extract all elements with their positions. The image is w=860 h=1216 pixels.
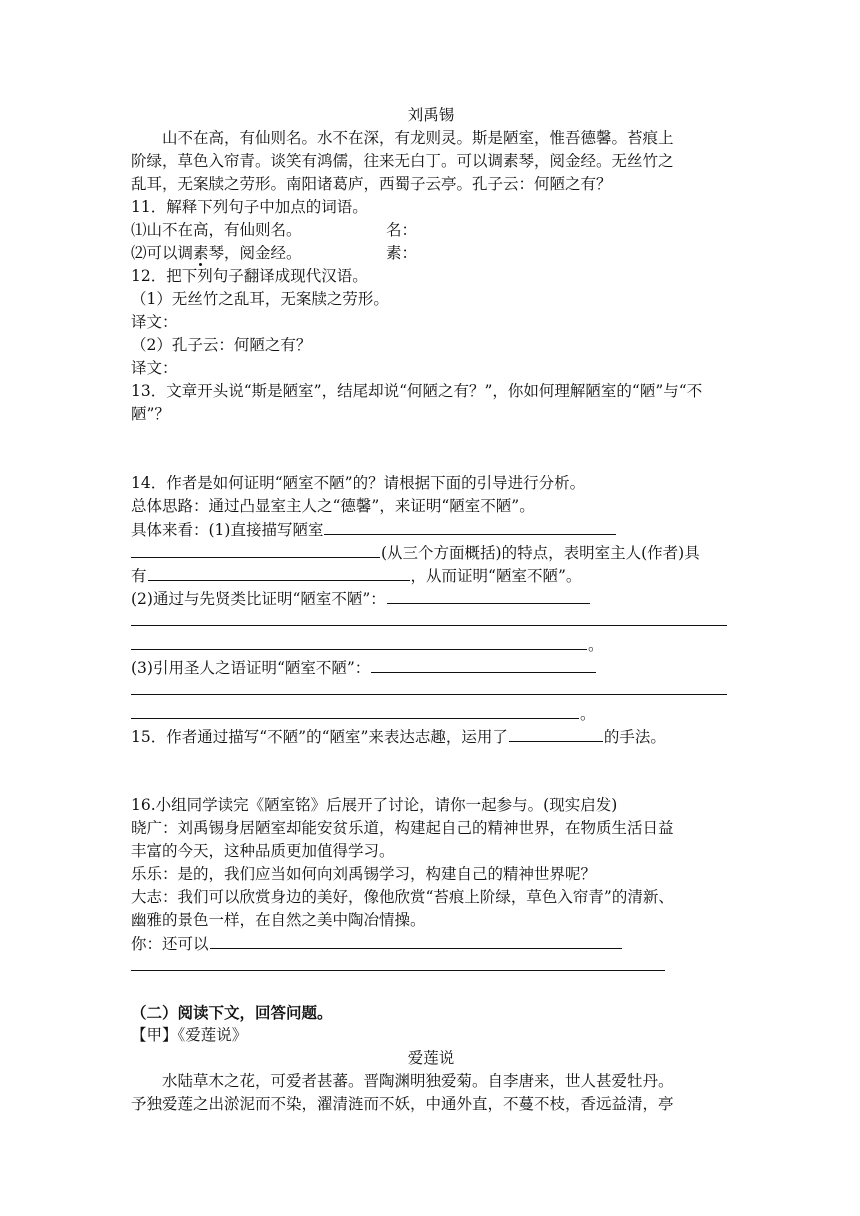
- q14-part-2-line-3: [131, 633, 731, 656]
- q16-dazhi-line-2: 幽雅的景色一样，在自然之美中陶冶情操。: [131, 911, 426, 929]
- q12-sentence-1: （1）无丝竹之乱耳，无案牍之劳形。: [131, 290, 389, 308]
- q14-part1-mid: (从三个方面概括)的特点，表明室主人(作者)具: [381, 544, 700, 562]
- q14-part-2-line-2: [131, 610, 731, 633]
- passage-line-2: 阶绿，草色入帘青。谈笑有鸿儒，往来无白丁。可以调素琴，阅金经。无丝竹之: [131, 152, 674, 170]
- answer-blank[interactable]: [324, 518, 616, 535]
- emphasis-dot-char: 素: [193, 244, 209, 262]
- q11-item2-answer: 素：: [386, 244, 418, 262]
- answer-blank[interactable]: [210, 932, 622, 949]
- answer-blank[interactable]: [131, 633, 587, 650]
- q14-part-1-line-1: [131, 518, 731, 541]
- q14-part-2-line-1: [131, 587, 731, 610]
- q12-translation-2: 译文：: [131, 359, 178, 377]
- q11-item2-pre: ⑵可以调: [131, 244, 194, 262]
- answer-blank[interactable]: [131, 541, 380, 558]
- section-2-jia-label: 【甲】《爱莲说》: [131, 1026, 248, 1044]
- ailian-line-1: 水陆草木之花，可爱者甚蕃。晋陶渊明独爱菊。自李唐来，世人甚爱牡丹。: [162, 1072, 674, 1090]
- passage-line-3: 乱耳，无案牍之劳形。南阳诸葛庐，西蜀子云亭。孔子云：何陋之有？: [131, 175, 612, 193]
- q14-part-3-line-2: [131, 679, 731, 702]
- q14-period: 。: [580, 705, 596, 723]
- spacer: [131, 426, 731, 472]
- q14-part-1-line-3: [131, 564, 731, 587]
- q11-item2-post: 琴，阅金经。: [208, 244, 302, 262]
- question-11-item-1: [131, 219, 731, 242]
- spacer: [131, 748, 731, 794]
- answer-line[interactable]: [131, 955, 665, 971]
- answer-blank[interactable]: [387, 587, 590, 604]
- q14-part-3-line-3: [131, 702, 731, 725]
- answer-blank[interactable]: [371, 656, 596, 673]
- q16-answer-line-2: [131, 955, 731, 978]
- answer-line[interactable]: [131, 679, 727, 695]
- ailian-title: 爱莲说: [407, 1049, 455, 1067]
- q11-item1-answer: 名：: [386, 221, 418, 239]
- q16-lele: 乐乐：是的，我们应当如何向刘禹锡学习，构建自己的精神世界呢？: [131, 865, 597, 883]
- q15-pre: 15．作者通过描写“不陋”的“陋室”来表达志趣，运用了: [131, 728, 508, 746]
- q15-post: 的手法。: [603, 728, 666, 746]
- q11-item1-text: ⑴山不在高，有仙则名。: [131, 221, 302, 239]
- section-2-heading: （二）阅读下文，回答问题。: [131, 1003, 333, 1022]
- answer-blank[interactable]: [509, 725, 603, 742]
- q16-dazhi-line-1: 大志：我们可以欣赏身边的美好，像他欣赏“苔痕上阶绿，草色入帘青”的清新、: [131, 888, 674, 906]
- question-15: [131, 725, 731, 748]
- q14-part1-have: 有: [131, 567, 147, 585]
- q16-you-label: 你：还可以: [131, 935, 209, 953]
- q12-sentence-2: （2）孔子云：何陋之有？: [131, 336, 312, 354]
- question-14-stem: 14．作者是如何证明“陋室不陋”的？请根据下面的引导进行分析。: [131, 474, 586, 492]
- question-13-line-1: 13．文章开头说“斯是陋室”，结尾却说“何陋之有？”，你如何理解陋室的“陋”与“不: [131, 382, 703, 400]
- q14-part1-end: ，从而证明“陋室不陋”。: [410, 567, 582, 585]
- answer-blank[interactable]: [148, 564, 410, 581]
- q16-xiaoguang-line-1: 晓广：刘禹锡身居陋室却能安贫乐道，构建起自己的精神世界，在物质生活日益: [131, 819, 674, 837]
- q16-xiaoguang-line-2: 丰富的今天，这种品质更加值得学习。: [131, 842, 395, 860]
- q14-part1-label: 具体来看：(1)直接描写陋室: [131, 521, 324, 539]
- q14-part2-label: (2)通过与先贤类比证明“陋室不陋”：: [131, 590, 386, 608]
- q14-overview: 总体思路：通过凸显室主人之“德馨”，来证明“陋室不陋”。: [131, 497, 535, 515]
- q14-part-3-line-1: [131, 656, 731, 679]
- q14-part-1-line-2: [131, 541, 731, 564]
- document-content: [131, 104, 731, 1116]
- question-11-stem: 11．解释下列句子中加点的词语。: [131, 198, 368, 216]
- answer-line[interactable]: [131, 610, 727, 626]
- spacer: [131, 978, 731, 1001]
- ailian-line-2: 予独爱莲之出淤泥而不染，濯清涟而不妖，中通外直，不蔓不枝，香远益清，亭: [131, 1095, 674, 1113]
- q11-item2-text: [131, 242, 386, 265]
- q12-translation-1: 译文：: [131, 313, 178, 331]
- question-12-stem: 12．把下列句子翻译成现代汉语。: [131, 267, 368, 285]
- question-11-item-2: [131, 242, 731, 265]
- q16-you-line: [131, 932, 731, 955]
- passage-line-1: 山不在高，有仙则名。水不在深，有龙则灵。斯是陋室，惟吾德馨。苔痕上: [162, 129, 674, 147]
- question-16-stem: 16.小组同学读完《陋室铭》后展开了讨论，请你一起参与。(现实启发): [131, 796, 618, 814]
- answer-blank[interactable]: [131, 702, 579, 719]
- passage-author: 刘禹锡: [407, 106, 455, 124]
- q14-part3-label: (3)引用圣人之语证明“陋室不陋”：: [131, 659, 371, 677]
- q14-period: 。: [588, 636, 604, 654]
- question-13-line-2: 陋”？: [131, 405, 170, 423]
